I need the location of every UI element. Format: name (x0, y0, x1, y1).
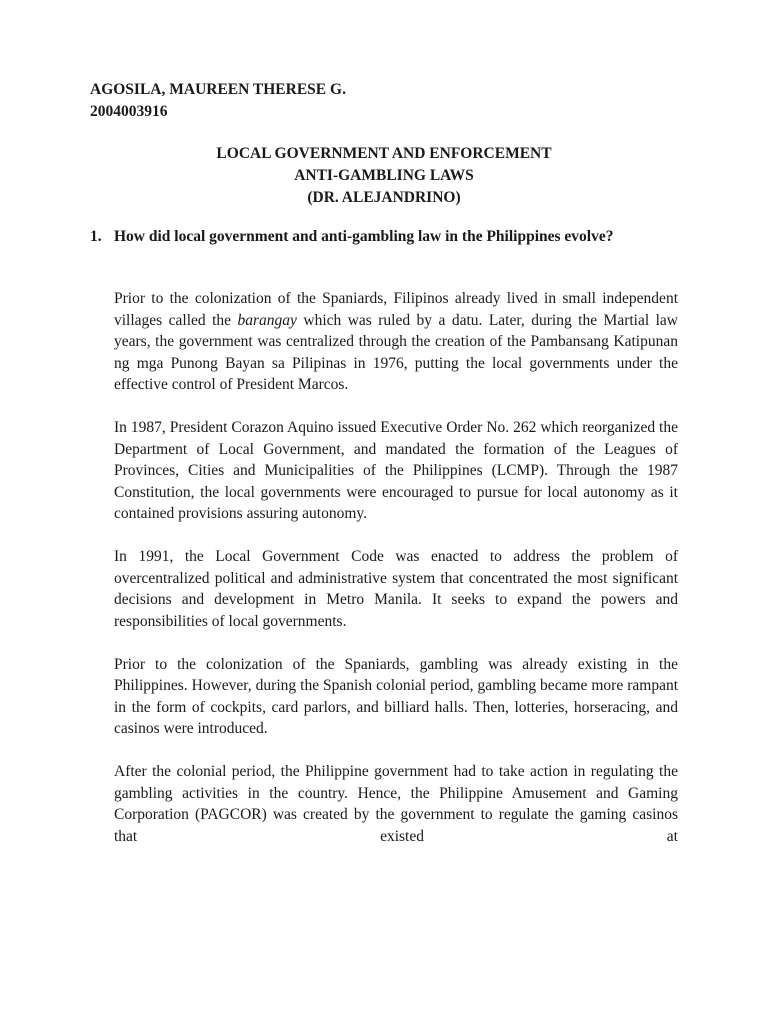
paragraph-4: Prior to the colonization of the Spaniards, gambling was already existing in the Philippines. However, during the Spanish colonial period, gambling became more rampant in the form of cockpits, card parlors, and billiard halls. Then, lotteries, horseracing, and casinos were introduced. (114, 655, 678, 737)
title-line-1: LOCAL GOVERNMENT AND ENFORCEMENT (216, 145, 552, 162)
paragraph-5: After the colonial period, the Philippine government had to take action in regulating the gambling activities in the country. Hence, the Philippine Amusement and Gaming Corporation (PAGCOR) was created by the government to regulate the gaming casinos that existed at (114, 763, 678, 845)
paragraph-1 (114, 288, 678, 396)
paragraph-1-after: which was ruled by a datu. Later, during the Martial law years, the government was centralized through the creation of the Pambansang Katipunan ng mga Punong Bayan sa Pilipinas in 1976, putting the local governments under the effective control of President Marcos. (114, 311, 678, 393)
author-name: AGOSILA, MAUREEN THERESE G. (90, 81, 346, 98)
paragraph-3: In 1991, the Local Government Code was enacted to address the problem of overcentralized political and administrative system that concentrated the most significant decisions and development in Metro Manila. It seeks to expand the powers and responsibilities of local governments. (114, 548, 678, 630)
title-line-2: ANTI-GAMBLING LAWS (294, 167, 474, 184)
question-number: 1. (90, 228, 102, 245)
question-text: How did local government and anti-gambling law in the Philippines evolve? (114, 228, 614, 245)
author-header (90, 79, 346, 123)
answer-body (114, 288, 678, 869)
student-id: 2004003916 (90, 103, 168, 120)
document-title (0, 143, 768, 209)
paragraph-2: In 1987, President Corazon Aquino issued Executive Order No. 262 which reorganized the Department of Local Government, and mandated the formation of the Leagues of Provinces, Cities and Municipalities of the Philippines (LCMP). Through the 1987 Constitution, the local governments were encouraged to pursue for local autonomy as it contained provisions assuring autonomy. (114, 419, 678, 522)
title-line-3: (DR. ALEJANDRINO) (307, 189, 461, 206)
barangay-term: barangay (237, 311, 297, 329)
paragraph-1-before: Prior to the colonization of the Spaniards, Filipinos already lived in small independent villages called the (114, 290, 678, 329)
